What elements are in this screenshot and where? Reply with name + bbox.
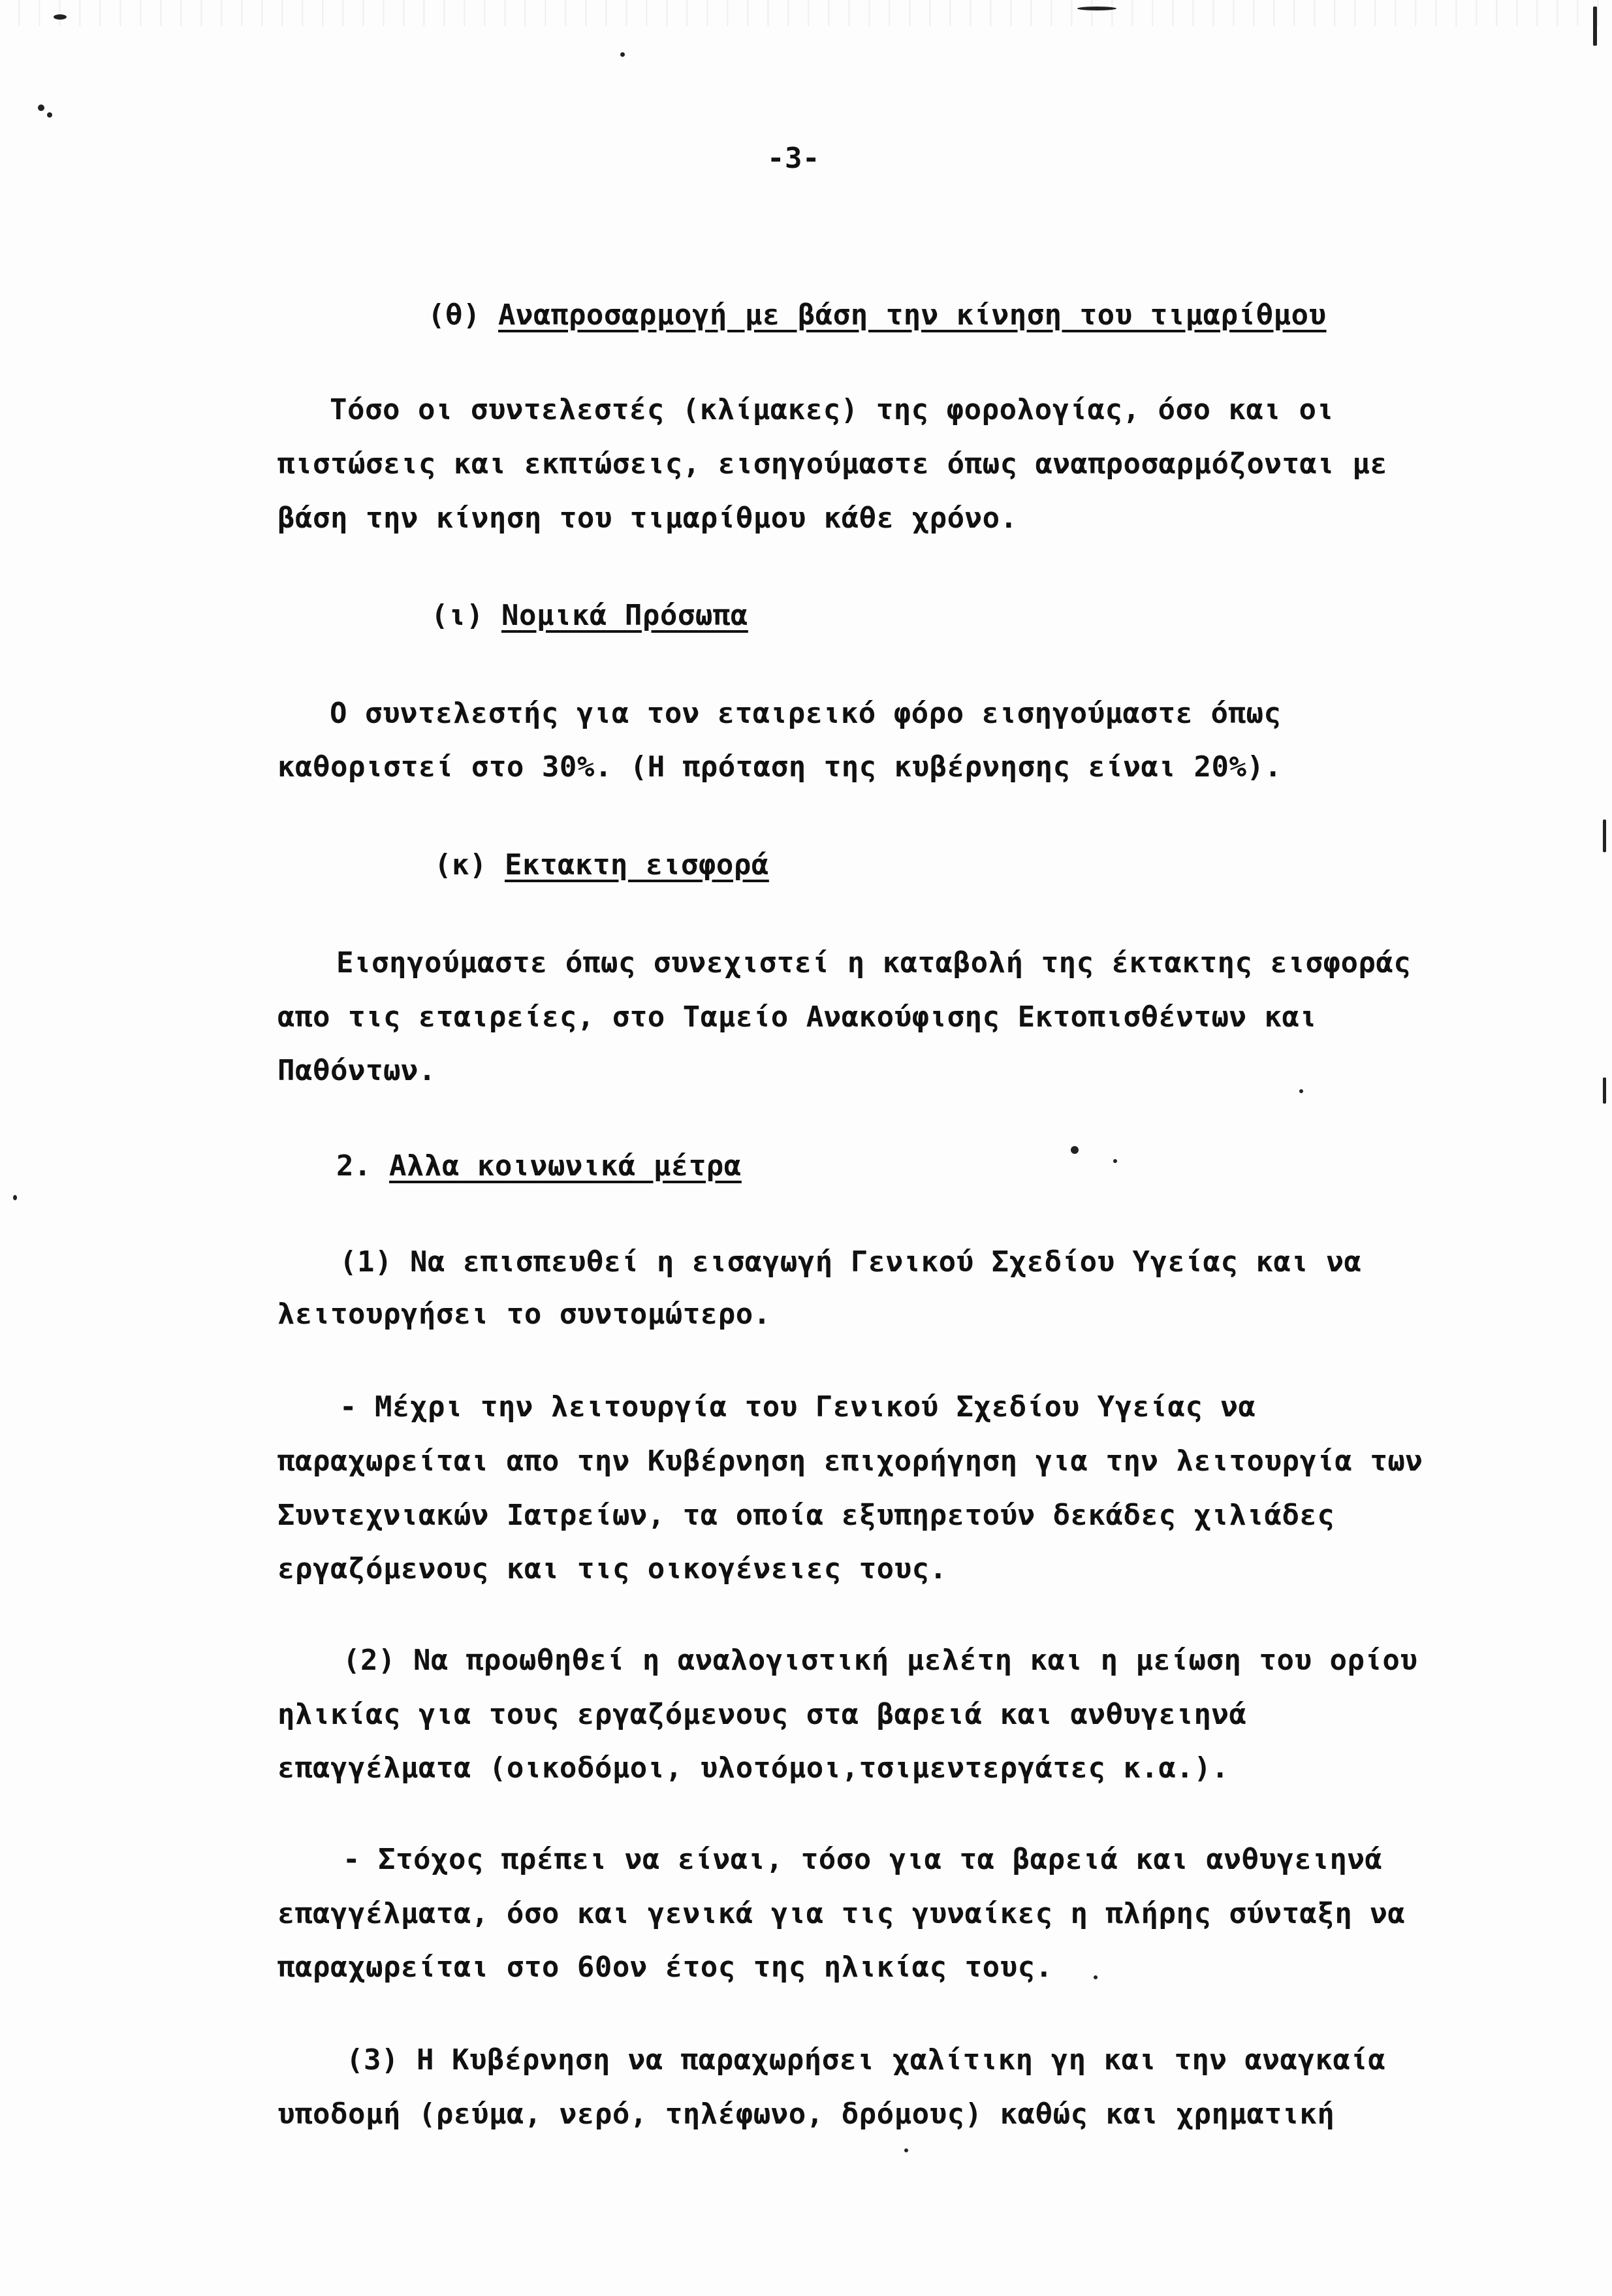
paragraph-line: (1) Να επισπευθεί η εισαγωγή Γενικού Σχεδίου Υγείας και να — [340, 1245, 1362, 1279]
paragraph-line: - Στόχος πρέπει να είναι, τόσο για τα βαρειά και ανθυγειηνά — [343, 1843, 1383, 1876]
section-kappa-marker: (κ) — [434, 848, 487, 882]
section-2-marker: 2. — [336, 1149, 371, 1183]
page-number: -3- — [767, 142, 820, 175]
scan-speck — [47, 112, 52, 118]
section-theta-heading — [428, 297, 1327, 334]
paragraph-line: - Μέχρι την λειτουργία του Γενικού Σχεδίου Υγείας να — [340, 1390, 1256, 1424]
scan-speck — [38, 104, 44, 111]
paragraph-line: Τόσο οι συντελεστές (κλίμακες) της φορολογίας, όσο και οι — [330, 393, 1335, 426]
paragraph-line: επαγγέλματα (οικοδόμοι, υλοτόμοι,τσιμεντεργάτες κ.α.). — [277, 1751, 1229, 1785]
scan-speck — [904, 2148, 908, 2152]
section-iota-heading — [431, 598, 748, 634]
paragraph-line: Παθόντων. — [277, 1054, 436, 1087]
scan-speck — [620, 52, 625, 57]
paragraph-line: Εισηγούμαστε όπως συνεχιστεί η καταβολή της έκτακτης εισφοράς — [336, 946, 1412, 980]
section-2-heading — [336, 1148, 742, 1185]
section-iota-title: Νομικά Πρόσωπα — [501, 599, 748, 632]
scan-speck — [1299, 1089, 1303, 1093]
paragraph-line: ηλικίας για τους εργαζόμενους στα βαρειά και ανθυγειηνά — [277, 1698, 1247, 1731]
scan-speck — [1593, 7, 1597, 46]
scan-speck — [1113, 1159, 1117, 1163]
section-2-title: Αλλα κοινωνικά μέτρα — [388, 1149, 742, 1183]
scan-speck — [1077, 7, 1116, 10]
scan-speck — [1071, 1146, 1079, 1154]
paragraph-line: λειτουργήσει το συντομώτερο. — [277, 1298, 771, 1331]
scan-speck — [13, 1195, 17, 1200]
paragraph-line: εργαζόμενους και τις οικογένειες τους. — [277, 1552, 947, 1586]
paragraph-line: (3) Η Κυβέρνηση να παραχωρήσει χαλίτικη γη και την αναγκαία — [346, 2043, 1386, 2077]
section-theta-marker: (θ) — [428, 298, 481, 332]
section-iota-marker: (ι) — [431, 599, 484, 632]
paragraph-line: (2) Να προωθηθεί η αναλογιστική μελέτη και η μείωση του ορίου — [343, 1644, 1418, 1677]
paragraph-line: υποδομή (ρεύμα, νερό, τηλέφωνο, δρόμους) καθώς και χρηματική — [277, 2097, 1335, 2131]
section-kappa-heading — [434, 847, 769, 884]
paragraph-line: Συντεχνιακών Ιατρείων, τα οποία εξυπηρετούν δεκάδες χιλιάδες — [277, 1499, 1335, 1532]
paragraph-line: παραχωρείται απο την Κυβέρνηση επιχορήγηση για την λειτουργία των — [277, 1444, 1423, 1478]
paragraph-line: απο τις εταιρείες, στο Ταμείο Ανακούφισης Εκτοπισθέντων και — [277, 1000, 1318, 1034]
paragraph-line: επαγγέλματα, όσο και γενικά για τις γυναίκες η πλήρης σύνταξη να — [277, 1897, 1406, 1930]
scan-speck — [1094, 1975, 1098, 1979]
paragraph-line: παραχωρείται στο 60ον έτος της ηλικίας τους. — [277, 1951, 1053, 1984]
scan-speck — [1603, 820, 1606, 852]
section-theta-title: Αναπροσαρμογή με βάση την κίνηση του τιμαρίθμου — [498, 298, 1327, 332]
scan-noise — [0, 0, 1612, 26]
section-kappa-title: Εκτακτη εισφορά — [504, 848, 769, 882]
paragraph-line: Ο συντελεστής για τον εταιρεικό φόρο εισηγούμαστε όπως — [330, 697, 1282, 730]
paragraph-line: πιστώσεις και εκπτώσεις, εισηγούμαστε όπως αναπροσαρμόζονται με — [277, 447, 1388, 481]
scan-speck — [1603, 1077, 1606, 1104]
paragraph-line: βάση την κίνηση του τιμαρίθμου κάθε χρόνο. — [277, 502, 1018, 535]
scan-speck — [54, 14, 67, 20]
paragraph-line: καθοριστεί στο 30%. (Η πρόταση της κυβέρνησης είναι 20%). — [277, 750, 1282, 784]
